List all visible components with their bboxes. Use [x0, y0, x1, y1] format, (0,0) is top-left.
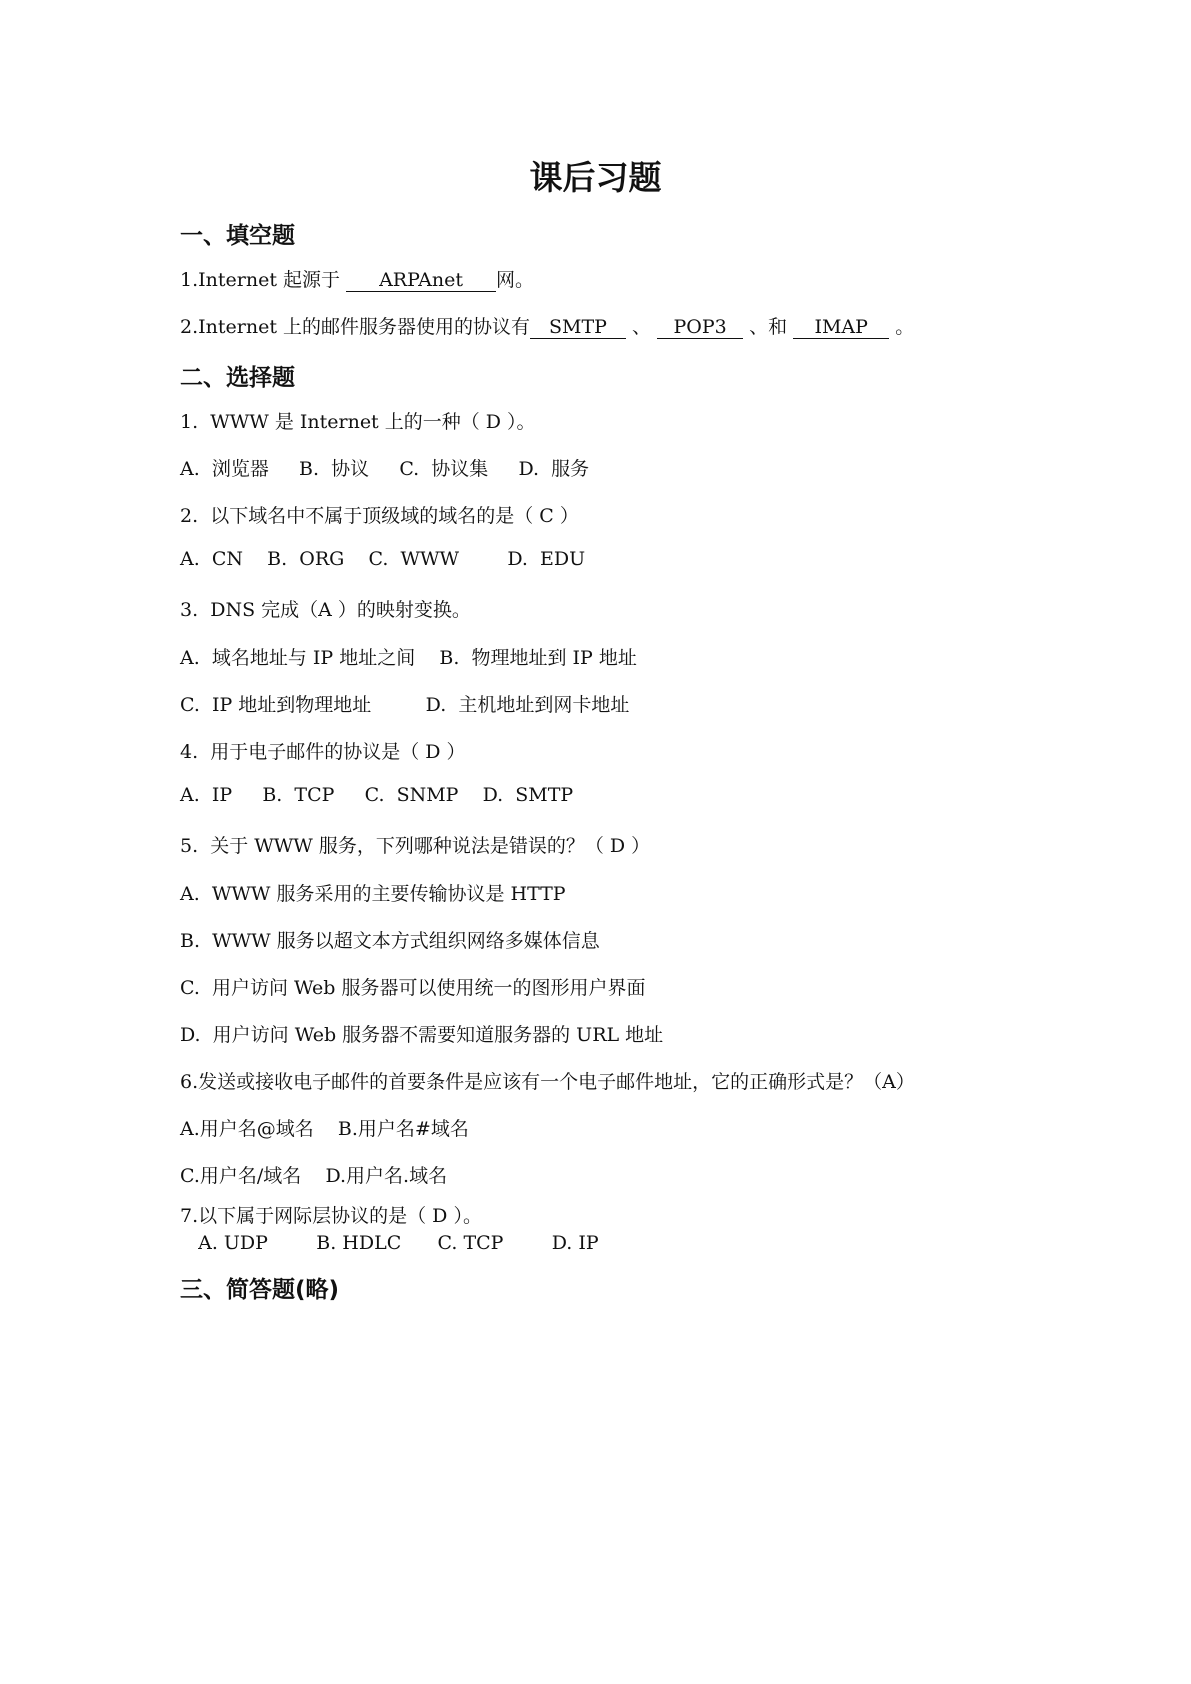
choice-line: D. 用户访问 Web 服务器不需要知道服务器的 URL 地址 — [180, 1024, 664, 1046]
choice-line: 7.以下属于网际层协议的是（ D ）。 — [180, 1205, 482, 1227]
question-text: 。 — [889, 316, 915, 338]
choice-line: A. 浏览器 B. 协议 C. 协议集 D. 服务 — [180, 458, 590, 480]
answer-blank: SMTP — [530, 316, 626, 339]
question-text: 网。 — [496, 269, 535, 291]
choice-line: B. WWW 服务以超文本方式组织网络多媒体信息 — [180, 930, 600, 952]
choice-line: 3. DNS 完成（A ）的映射变换。 — [180, 599, 471, 621]
choice-line: 6.发送或接收电子邮件的首要条件是应该有一个电子邮件地址，它的正确形式是？（A） — [180, 1071, 915, 1093]
choice-line: A. IP B. TCP C. SNMP D. SMTP — [180, 784, 574, 806]
choice-line: A. WWW 服务采用的主要传输协议是 HTTP — [180, 883, 566, 905]
page-title: 课后习题 — [529, 158, 662, 197]
choice-line: A.用户名@域名 B.用户名#域名 — [180, 1118, 469, 1140]
choice-line: C. IP 地址到物理地址 D. 主机地址到网卡地址 — [180, 694, 630, 716]
answer-blank: IMAP — [793, 316, 889, 339]
question-text: 2.Internet 上的邮件服务器使用的协议有 — [180, 316, 530, 338]
section-heading-choice: 二、选择题 — [180, 365, 295, 391]
answer-blank: ARPAnet — [346, 269, 496, 292]
choice-line: A. UDP B. HDLC C. TCP D. IP — [180, 1232, 599, 1254]
choice-line: 2. 以下域名中不属于顶级域的域名的是（ C ） — [180, 505, 579, 527]
choice-line: 5. 关于 WWW 服务，下列哪种说法是错误的？（ D ） — [180, 835, 651, 857]
choice-line: C. 用户访问 Web 服务器可以使用统一的图形用户界面 — [180, 977, 646, 999]
choice-line: 4. 用于电子邮件的协议是（ D ） — [180, 741, 466, 763]
question-text: 1.Internet 起源于 — [180, 269, 347, 291]
section-heading-fill-in: 一、填空题 — [180, 223, 295, 249]
separator-text: 、 — [626, 316, 658, 338]
fill-question-1 — [180, 265, 534, 292]
section-heading-short-answer: 三、简答题(略) — [180, 1277, 340, 1303]
choice-line: A. 域名地址与 IP 地址之间 B. 物理地址到 IP 地址 — [180, 647, 637, 669]
choice-line: 1. WWW 是 Internet 上的一种（ D ）。 — [180, 411, 536, 433]
separator-text: 、和 — [743, 316, 794, 338]
choice-line: A. CN B. ORG C. WWW D. EDU — [180, 548, 586, 570]
answer-blank: POP3 — [657, 316, 743, 339]
fill-question-2 — [180, 312, 914, 339]
choice-line: C.用户名/域名 D.用户名.域名 — [180, 1165, 448, 1187]
